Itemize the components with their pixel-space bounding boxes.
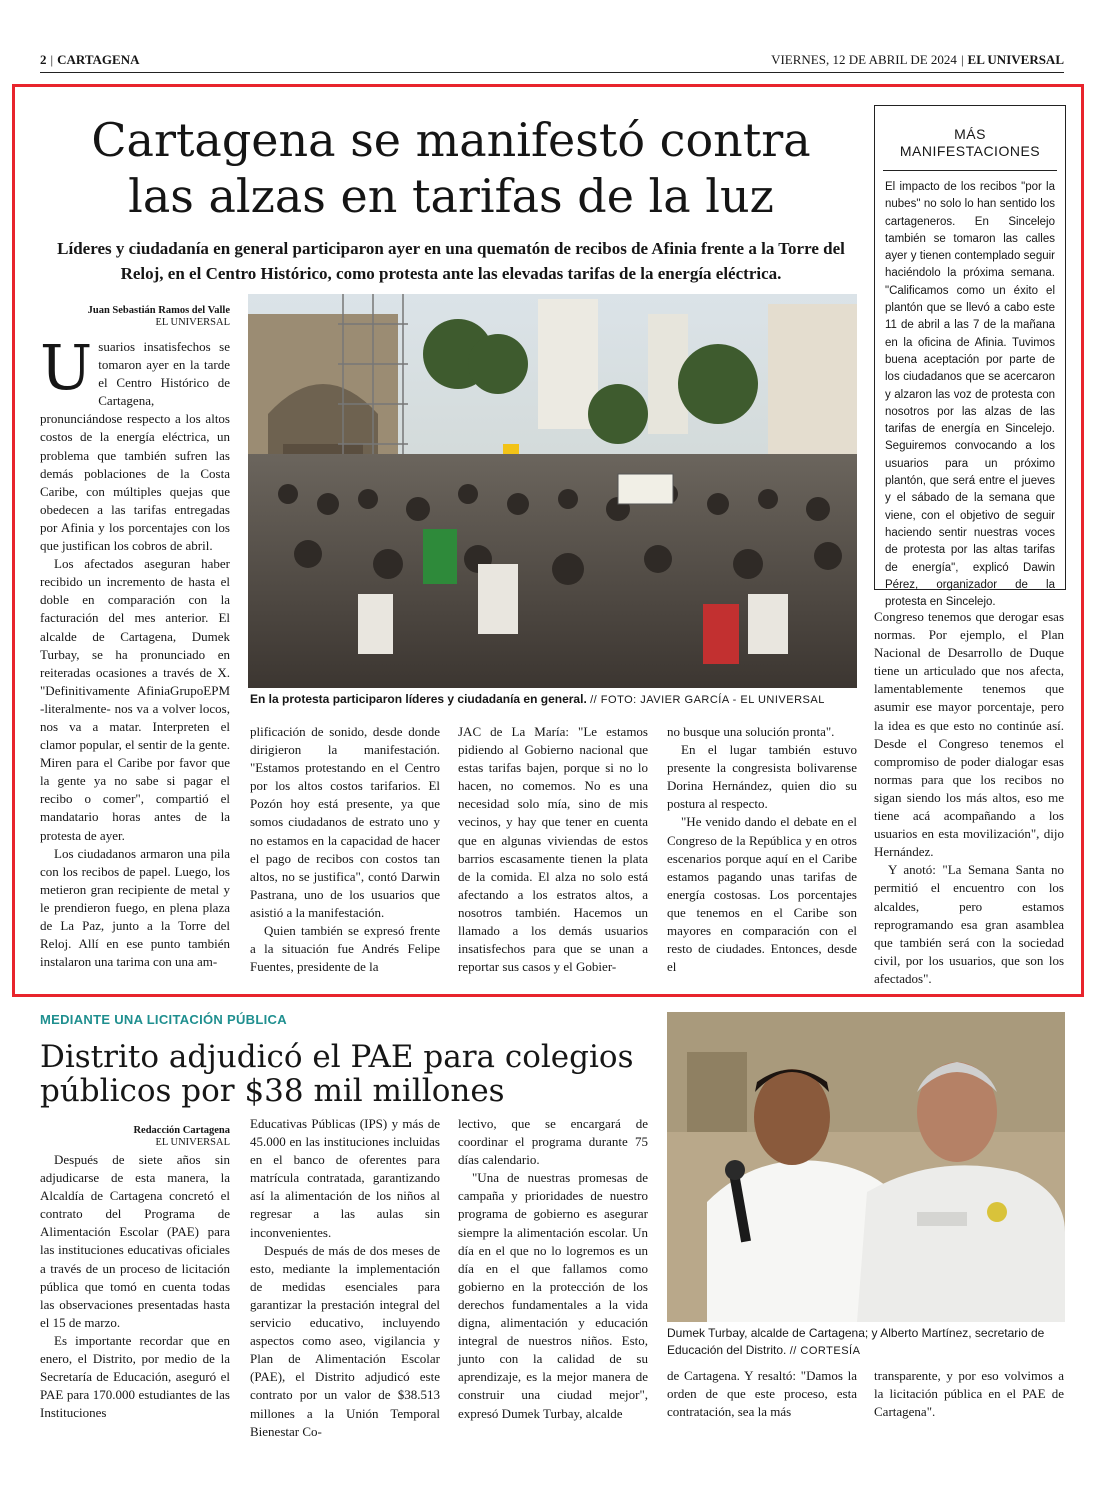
paragraph: "He venido dando el debate en el Congreso de la República y en otros escenarios porque aquí en el Caribe estamos pagando unas tarifas de energía costosas. Los porcentajes que tenemos en el Caribe son mayores en comparación con el resto de ciudades. Entonces, desde el [667,814,857,975]
photo-credit: // CORTESÍA [789,1345,861,1357]
sidebar-box [874,105,1066,609]
paragraph: JAC de La María: "Le estamos pidiendo al Gobierno nacional que estas tarifas bajen, porque si no lo hacen, no comemos. No es una necesidad solo mía, sino de mis vecinos, y hay que tener en cuenta que en algunas viviendas de estos barrios escasamente tienen la plata de la comida. El alza no solo está afectando a los estratos altos, a nosotros también. Hacemos un llamado a los demás usuarios insatisfechos para que se unan a reportar sus casos y el Gobier- [458,724,648,975]
paragraph: "Una de nuestras promesas de campaña y prioridades de nuestro programa de gobierno es asegurar siempre la alimentación escolar. Un día en el que no lo logremos es un día en el que fallamos como gobierno en la protección de los derechos fundamentales a la vida digna, alimentación y educación integral de nuestros niños. Esto, junto con la calidad de su aprendizaje, es la mejor manera de construir una ciudad mejor", expresó Dumek Turbay, alcalde [458,1170,648,1421]
paragraph: transparente, y por eso volvimos a la licitación pública en el PAE de Cartagena". [874,1368,1064,1420]
headline-line: Distrito adjudicó el PAE para colegios [40,1039,634,1075]
page-header: 2 | CARTAGENA VIERNES, 12 DE ABRIL DE 2024 | EL UNIVERSAL [40,52,1064,73]
article-column [40,331,230,971]
sidebar-text: El impacto de los recibos "por la nubes" no solo lo han sentido los cartageneros. En Sincelejo también se tomaron las calles ayer y tienen contemplado seguir haciéndolo la próxima semana. "Calificamos como un éxito el plantón que se llevó a cabo este 11 de abril a las 7 de la mañana en la oficina de Afinia. Tuvimos buena aceptación por parte de los ciudadanos que se acercaron y alzaron las voz de protesta con nosotros por las alzas de las tarifas de energía en Sincelejo. Seguiremos convocando a los usuarios para un próximo plantón, que será entre el jueves y el sábado de la semana que viene, con el objetivo de seguir haciendo sentir nuestras voces de protesta por las altas tarifas de energía", explicó Dawin Pérez, organizador de la protesta en Sincelejo. [885,181,1055,609]
article-headline [40,112,862,224]
kicker: MEDIANTE UNA LICITACIÓN PÚBLICA [40,1012,287,1027]
sidebar-title [885,126,1055,160]
page-number: 2 [40,52,47,67]
headline-line: las alzas en tarifas de la luz [128,169,774,223]
photo-credit: // FOTO: JAVIER GARCÍA - EL UNIVERSAL [590,694,825,706]
byline [40,1125,230,1149]
paragraph: plificación de sonido, desde donde dirigieron la manifestación. "Estamos protestando en el Centro por los altos costos tarifarios. El Pozón hoy está presente, ya que somos ciudadanos de estrato uno y no estamos en la capacidad de hacer el pago de recibos con costos tan altos, no se justifica", contó Darwin Pastrana, uno de los usuarios que asistió a la manifestación. [250,724,440,920]
byline-name: Juan Sebastián Ramos del Valle [87,305,230,316]
paragraph: lectivo, que se encargará de coordinar el programa durante 75 días calendario. [458,1116,648,1168]
article-column [458,1115,648,1423]
drop-cap: U [40,331,93,404]
article-column [40,1151,230,1422]
sidebar-title-line: MANIFESTACIONES [899,143,1041,159]
byline-name: Redacción Cartagena [133,1125,230,1136]
article-column [250,1115,440,1441]
sidebar-title-line: MÁS [954,126,986,142]
section-name: CARTAGENA [57,52,140,67]
paragraph: Quien también se expresó frente a la situación fue Andrés Felipe Fuentes, presidente de la [250,923,440,975]
protest-photo [248,294,857,688]
divider [883,170,1057,171]
article-column [250,723,440,976]
article-column [458,723,648,976]
byline [40,305,230,329]
paragraph: Los afectados aseguran haber recibido un incremento de hasta el doble en comparación con la facturación del mes anterior. El alcalde de Cartagena, Dumek Turbay, se ha pronunciado en reiteradas ocasiones a través de X. "Definitivamente AfiniaGrupoEPM -literalmente- nos va a volver locos, nos va a matar. Interpreten el clamor popular, el sentir de la gente. Miren para el Caribe por favor que la gente ya no sabe si pagar el recibo o comer", compartió el mandatario horas antes de la protesta de ayer. [40,556,230,843]
byline-outlet: EL UNIVERSAL [155,1137,230,1148]
paragraph: Educativas Públicas (IPS) y más de 45.000 en las instituciones incluidas en el banco de oferentes para matrícula contratada, garantizando así la alimentación de los niños al regresar a las aulas sin inconvenientes. [250,1116,440,1240]
paragraph: Congreso tenemos que derogar esas normas. Por ejemplo, el Plan Nacional de Desarrollo de Duque tiene un articulado que nos afecta, lamentablemente tenemos que asumir ese mayor porcentaje, pero la idea es que esto no continúe así. Desde el Congreso tenemos el compromiso de poder dialogar esas normas para que los recibos no sigan siendo los más altos, eso me tiene acá acompañando a los usuarios en esta movilización", dijo Hernández. [874,609,1064,860]
article-column [874,608,1064,988]
officials-photo [667,1012,1065,1322]
headline-line: Cartagena se manifestó contra [91,113,811,167]
paragraph: suarios insatisfechos se tomaron ayer en la tarde el Centro Histórico de Cartagena, pronunciándose respecto a los altos costos de la energía eléctrica, un problema que también sufren las demás poblaciones de la Costa Caribe, con múltiples quejas que obedecen a las tarifas entregadas por Afinia y los porcentajes con los que justifican los cobros de abril. [40,339,230,554]
dateline: VIERNES, 12 DE ABRIL DE 2024 | EL UNIVERSAL [771,52,1064,67]
paper-name: EL UNIVERSAL [967,52,1064,67]
paragraph: En el lugar también estuvo presente la congresista bolivarense Dorina Hernández, quien dio su postura al respecto. [667,742,857,812]
issue-date: VIERNES, 12 DE ABRIL DE 2024 [771,52,957,67]
headline-line: públicos por $38 mil millones [40,1073,505,1109]
caption-text: En la protesta participaron líderes y ciudadanía en general. [250,692,587,706]
article-column [667,723,857,976]
article-column [874,1367,1064,1421]
byline-outlet: EL UNIVERSAL [155,317,230,328]
photo-caption [250,691,859,709]
paragraph: Después de más de dos meses de esto, mediante la implementación de medidas esenciales para garantizar la prestación integral del servicio educativo, incluyendo aspectos como aseo, vigilancia y Plan de Alimentación Escolar (PAE), el Distrito adjudicó este contrato por un valor de $38.513 millones a la Unión Temporal Bienestar Co- [250,1242,440,1439]
paragraph: Los ciudadanos armaron una pila con los recibos de papel. Luego, los metieron gran recipiente de metal y le prendieron fuego, en plena plaza de La Paz, junto a la Torre del Reloj. Allí en ese punto también instalaron una tarima con una am- [40,845,230,970]
caption-text: Dumek Turbay, alcalde de Cartagena; y Alberto Martínez, secretario de Educación del Distrito. [667,1326,1045,1357]
article-column [667,1367,857,1421]
article-deck: Líderes y ciudadanía en general participaron ayer en una quematón de recibos de Afinia frente a la Torre del Reloj, en el Centro Histórico, como protesta ante las elevadas tarifas de la energía eléctrica. [57,239,845,283]
article2-headline [40,1040,640,1108]
paragraph: no busque una solución pronta". [667,724,835,739]
paragraph: Y anotó: "La Semana Santa no permitió el encuentro con los alcaldes, pero estamos reprogramando esa gran asamblea que también será con la sociedad civil, por los usuarios, que son los afectados". [874,862,1064,986]
paragraph: de Cartagena. Y resaltó: "Damos la orden de que este proceso, esta contratación, sea la más [667,1368,857,1420]
photo-caption [667,1325,1065,1360]
paragraph: Después de siete años sin adjudicarse de esta manera, la Alcaldía de Cartagena concretó el contrato del Programa de Alimentación Escolar (PAE) para las instituciones educativas oficiales a través de un proceso de licitación pública que tomó en cuenta todas las observaciones presentadas hasta el 15 de marzo. [40,1152,230,1330]
paragraph: Es importante recordar que en enero, el Distrito, por medio de la Secretaría de Educación, aseguró el PAE para 170.000 estudiantes de las Instituciones [40,1332,230,1421]
